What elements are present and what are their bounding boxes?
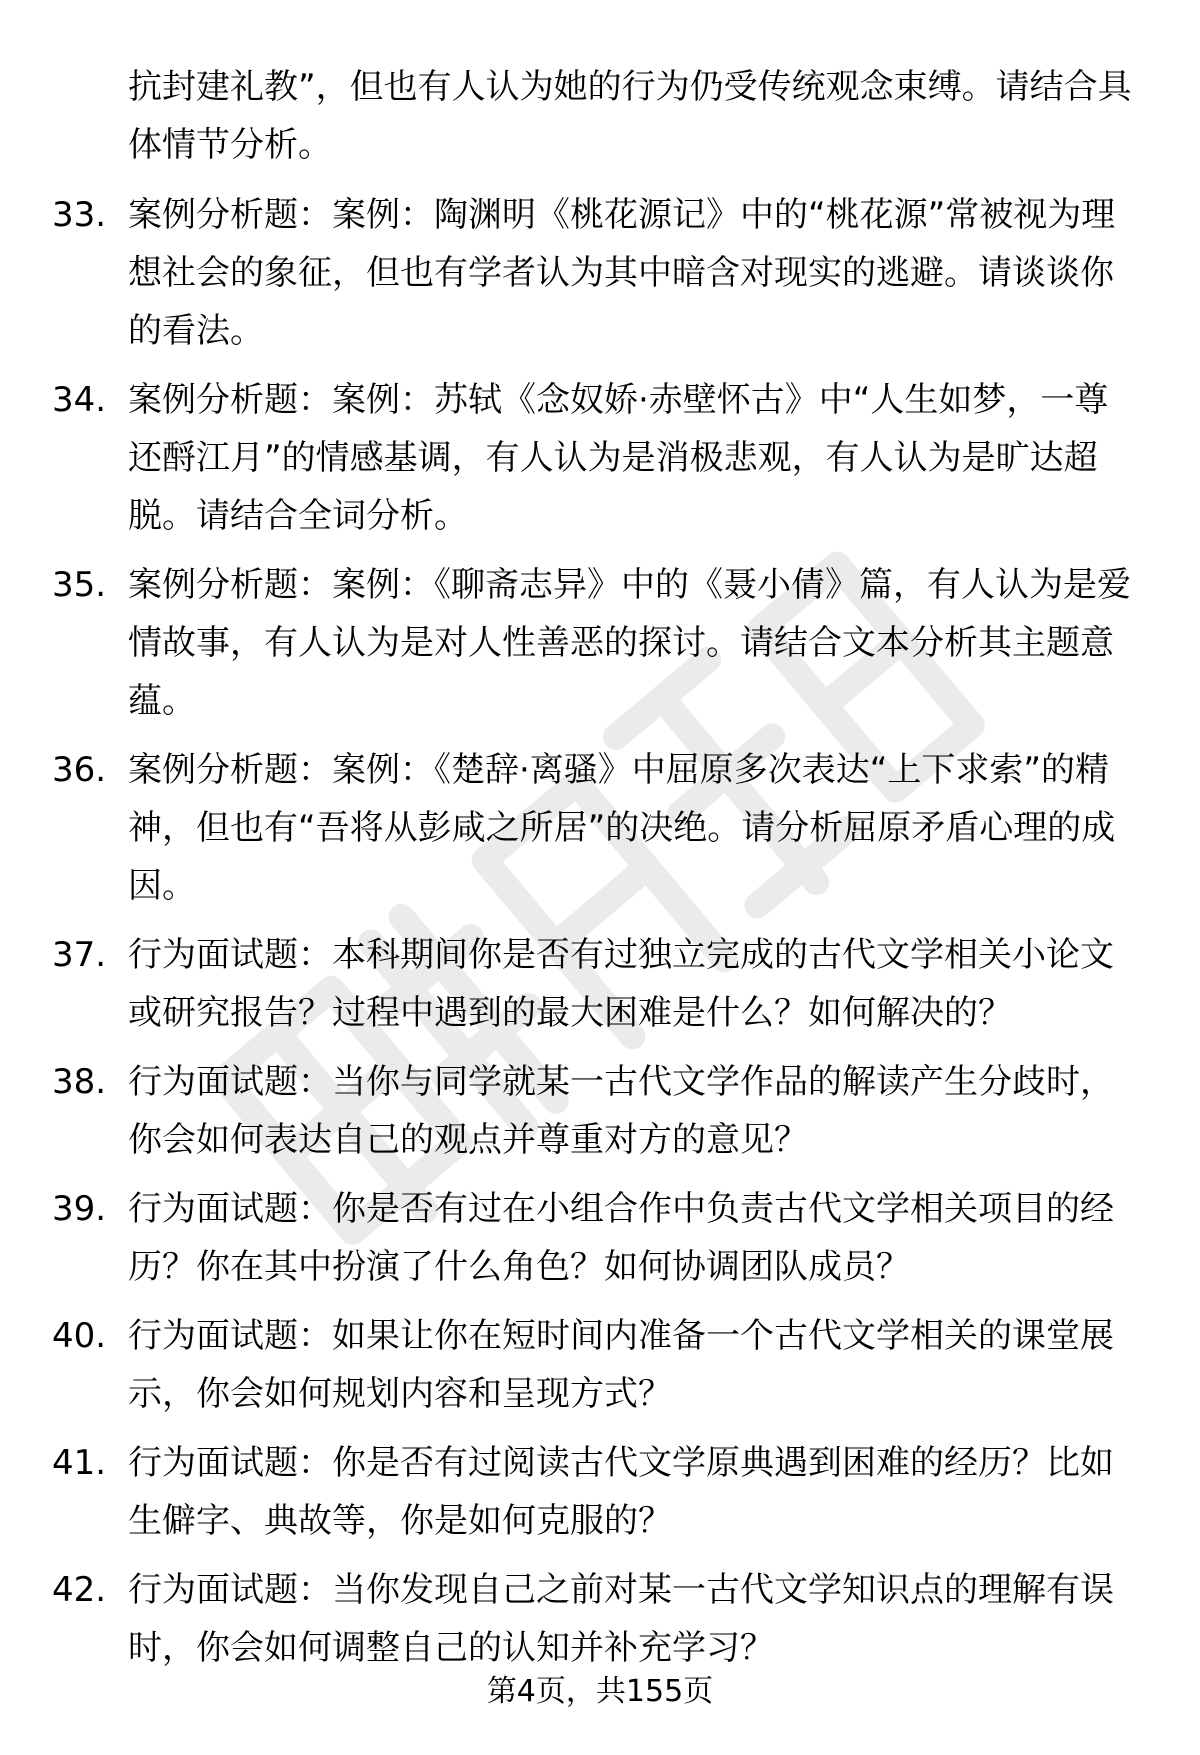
question-number: 40.: [52, 1316, 107, 1356]
question-text: 案例分析题：案例：《楚辞·离骚》中屈原多次表达“上下求索”的精神，但也有“吾将从彭咸之所居”的决绝。请分析屈原矛盾心理的成因。: [128, 750, 1116, 906]
question-item: [0, 1561, 1200, 1688]
question-number: 38.: [52, 1062, 107, 1102]
question-item: [0, 556, 1200, 741]
question-number: 42.: [52, 1570, 107, 1610]
question-text: 行为面试题：当你与同学就某一古代文学作品的解读产生分歧时，你会如何表达自己的观点并尊重对方的意见？: [128, 1062, 1114, 1160]
question-item: [0, 1053, 1200, 1180]
question-number: 35.: [52, 565, 107, 605]
question-number: 39.: [52, 1189, 107, 1229]
question-item: [0, 1434, 1200, 1561]
page-footer: 第4页，共155页: [486, 1674, 714, 1709]
question-text: 行为面试题：本科期间你是否有过独立完成的古代文学相关小论文或研究报告？过程中遇到的最大困难是什么？如何解决的？: [128, 935, 1114, 1033]
question-number: 37.: [52, 935, 107, 975]
continuation-paragraph: 抗封建礼教”，但也有人认为她的行为仍受传统观念束缚。请结合具体情节分析。: [128, 67, 1132, 165]
question-item: [0, 926, 1200, 1053]
question-text: 行为面试题：你是否有过在小组合作中负责古代文学相关项目的经历？你在其中扮演了什么角色？如何协调团队成员？: [128, 1189, 1114, 1287]
question-number: 33.: [52, 195, 107, 235]
question-number: 36.: [52, 750, 107, 790]
question-text: 行为面试题：如果让你在短时间内准备一个古代文学相关的课堂展示，你会如何规划内容和呈现方式？: [128, 1316, 1114, 1414]
question-list: [0, 186, 1200, 1688]
question-number: 41.: [52, 1443, 107, 1483]
question-text: 行为面试题：你是否有过阅读古代文学原典遇到困难的经历？比如生僻字、典故等，你是如何克服的？: [128, 1443, 1114, 1541]
question-text: 案例分析题：案例：苏轼《念奴娇·赤壁怀古》中“人生如梦，一尊还酹江月”的情感基调，有人认为是消极悲观，有人认为是旷达超脱。请结合全词分析。: [128, 380, 1109, 536]
question-text: 案例分析题：案例：陶渊明《桃花源记》中的“桃花源”常被视为理想社会的象征，但也有学者认为其中暗含对现实的逃避。请谈谈你的看法。: [128, 195, 1116, 351]
question-item: [0, 1180, 1200, 1307]
question-number: 34.: [52, 380, 107, 420]
question-item: [0, 741, 1200, 926]
question-item: [0, 371, 1200, 556]
question-item: [0, 186, 1200, 371]
question-text: 案例分析题：案例：《聊斋志异》中的《聂小倩》篇，有人认为是爱情故事，有人认为是对人性善恶的探讨。请结合文本分析其主题意蕴。: [128, 565, 1131, 721]
question-text: 行为面试题：当你发现自己之前对某一古代文学知识点的理解有误时，你会如何调整自己的认知并补充学习？: [128, 1570, 1114, 1668]
question-item: [0, 1307, 1200, 1434]
